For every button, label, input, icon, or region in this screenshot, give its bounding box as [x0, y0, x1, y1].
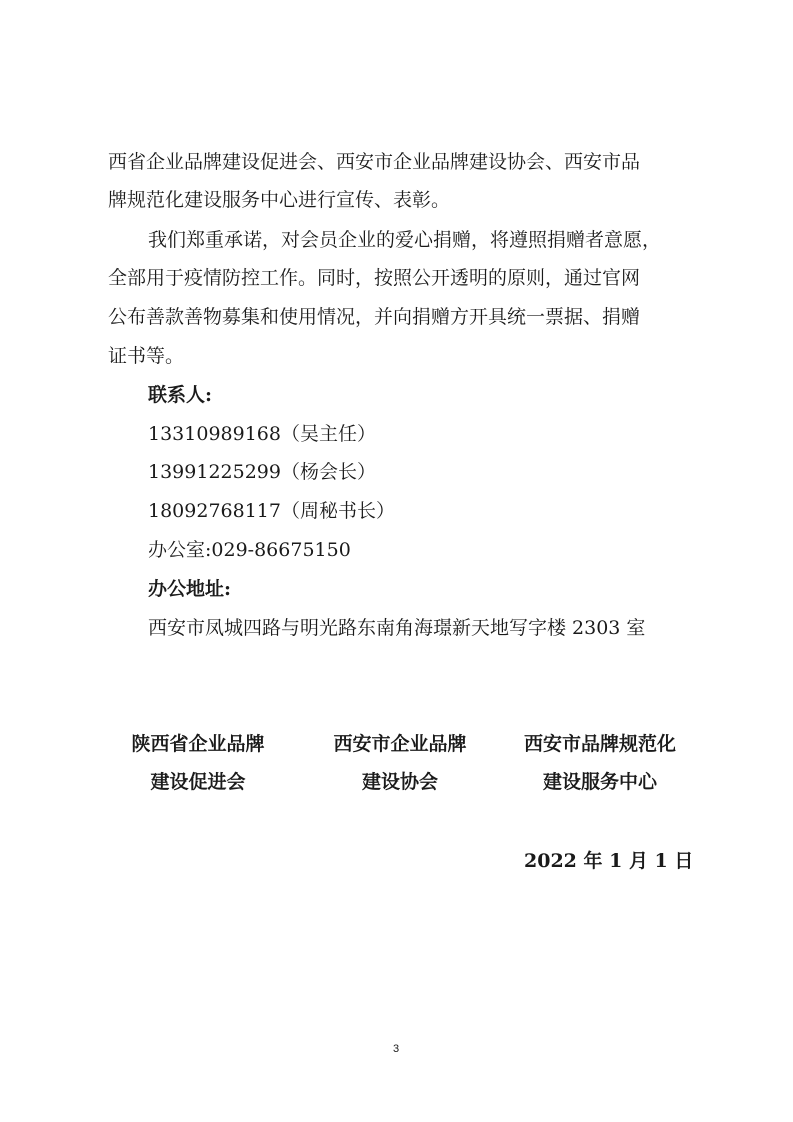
document-date: 2022 年 1 月 1 日	[524, 850, 694, 872]
paragraph-1-line-1: 西省企业品牌建设促进会、西安市企业品牌建设协会、西安市品	[108, 151, 641, 173]
paragraph-2-line-2: 全部用于疫情防控工作。同时，按照公开透明的原则，通过官网	[108, 267, 641, 289]
contact-item: 13991225299（杨会长）	[148, 461, 376, 483]
contact-item: 18092768117（周秘书长）	[148, 500, 395, 522]
paragraph-2-line-4: 证书等。	[108, 345, 185, 367]
paragraph-2-line-1: 我们郑重承诺，对会员企业的爱心捐赠，将遵照捐赠者意愿，	[148, 229, 662, 251]
contact-item: 13310989168（吴主任）	[148, 423, 376, 445]
signature-org-2-line-2: 建设协会	[361, 771, 438, 793]
address-heading: 办公地址:	[148, 578, 232, 600]
signature-org-1	[98, 732, 298, 808]
signature-org-3-line-1: 西安市品牌规范化	[523, 733, 676, 755]
contacts-heading: 联系人:	[148, 384, 213, 406]
office-phone: 办公室:029-86675150	[148, 539, 351, 561]
page-number: 3	[393, 1043, 400, 1055]
signature-org-3	[500, 732, 700, 808]
address-text: 西安市凤城四路与明光路东南角海璟新天地写字楼 2303 室	[148, 617, 646, 639]
signature-org-1-line-1: 陕西省企业品牌	[131, 733, 265, 755]
signature-org-1-line-2: 建设促进会	[150, 771, 246, 793]
paragraph-2-line-3: 公布善款善物募集和使用情况，并向捐赠方开具统一票据、捐赠	[108, 306, 641, 328]
signature-org-3-line-2: 建设服务中心	[542, 771, 657, 793]
signature-org-2-line-1: 西安市企业品牌	[333, 733, 467, 755]
signature-org-2	[300, 732, 500, 808]
paragraph-1-line-2: 牌规范化建设服务中心进行宣传、表彰。	[108, 189, 451, 211]
